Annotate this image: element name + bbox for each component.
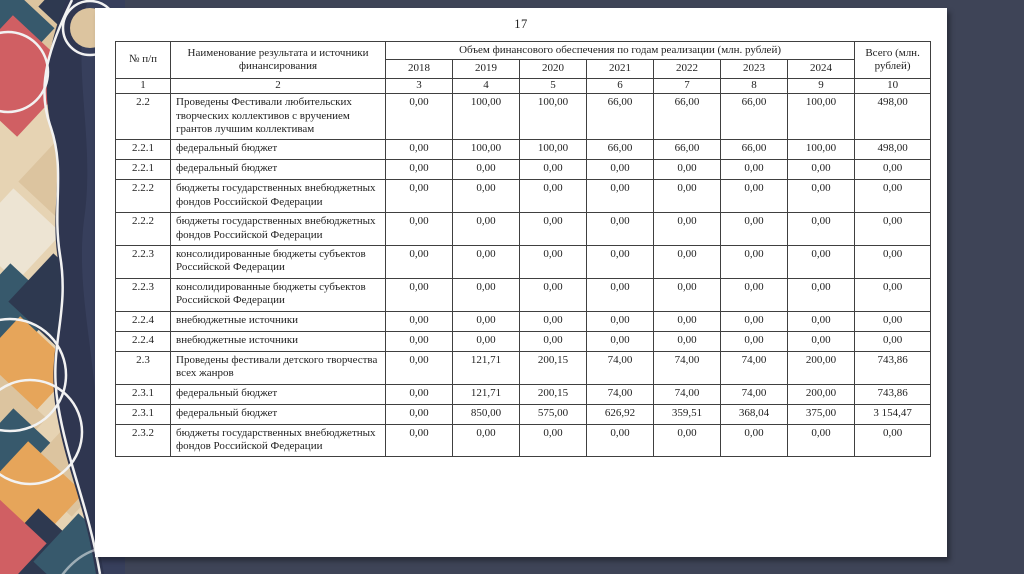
value-cell: 0,00	[721, 180, 788, 213]
row-index: 2.3.1	[116, 404, 171, 424]
total-cell: 3 154,47	[855, 404, 931, 424]
table-row	[116, 160, 931, 180]
value-cell: 100,00	[520, 140, 587, 160]
header-volume: Объем финансового обеспечения по годам реализации (млн. рублей)	[386, 42, 855, 60]
value-cell: 74,00	[654, 384, 721, 404]
value-cell: 66,00	[587, 140, 654, 160]
value-cell: 0,00	[654, 160, 721, 180]
value-cell: 0,00	[386, 278, 453, 311]
row-index: 2.2	[116, 94, 171, 140]
column-index: 5	[520, 78, 587, 93]
value-cell: 121,71	[453, 351, 520, 384]
value-cell: 0,00	[654, 213, 721, 246]
finance-table	[115, 41, 931, 457]
value-cell: 66,00	[721, 140, 788, 160]
value-cell: 0,00	[453, 180, 520, 213]
row-name: внебюджетные источники	[171, 331, 386, 351]
total-cell: 0,00	[855, 246, 931, 279]
value-cell: 74,00	[721, 384, 788, 404]
value-cell: 0,00	[721, 331, 788, 351]
row-index: 2.3.2	[116, 424, 171, 457]
total-cell: 498,00	[855, 94, 931, 140]
value-cell: 0,00	[587, 278, 654, 311]
table-body	[116, 94, 931, 457]
row-name: бюджеты государственных внебюджетных фондов Российской Федерации	[171, 213, 386, 246]
value-cell: 74,00	[587, 351, 654, 384]
row-name: федеральный бюджет	[171, 404, 386, 424]
value-cell: 66,00	[721, 94, 788, 140]
value-cell: 0,00	[453, 278, 520, 311]
value-cell: 100,00	[453, 140, 520, 160]
value-cell: 0,00	[386, 384, 453, 404]
total-cell: 743,86	[855, 384, 931, 404]
row-name: внебюджетные источники	[171, 311, 386, 331]
value-cell: 0,00	[721, 213, 788, 246]
row-index: 2.2.2	[116, 213, 171, 246]
column-index: 2	[171, 78, 386, 93]
value-cell: 0,00	[520, 180, 587, 213]
value-cell: 0,00	[654, 180, 721, 213]
value-cell: 0,00	[654, 424, 721, 457]
value-cell: 368,04	[721, 404, 788, 424]
value-cell: 0,00	[654, 331, 721, 351]
value-cell: 0,00	[386, 160, 453, 180]
document-page	[95, 8, 947, 557]
row-index: 2.2.4	[116, 311, 171, 331]
row-index: 2.2.3	[116, 246, 171, 279]
value-cell: 0,00	[386, 246, 453, 279]
value-cell: 0,00	[788, 180, 855, 213]
row-index: 2.3	[116, 351, 171, 384]
value-cell: 0,00	[453, 331, 520, 351]
total-cell: 0,00	[855, 213, 931, 246]
row-name: Проведены Фестивали любительских творческих коллективов с вручением грантов лучшим коллективам	[171, 94, 386, 140]
value-cell: 0,00	[788, 311, 855, 331]
value-cell: 0,00	[453, 160, 520, 180]
table-row	[116, 246, 931, 279]
value-cell: 0,00	[587, 213, 654, 246]
value-cell: 0,00	[587, 331, 654, 351]
value-cell: 66,00	[654, 94, 721, 140]
row-name: бюджеты государственных внебюджетных фондов Российской Федерации	[171, 424, 386, 457]
column-index: 1	[116, 78, 171, 93]
value-cell: 359,51	[654, 404, 721, 424]
value-cell: 0,00	[587, 160, 654, 180]
value-cell: 0,00	[721, 424, 788, 457]
year-header: 2019	[453, 60, 520, 78]
value-cell: 100,00	[788, 94, 855, 140]
value-cell: 0,00	[520, 311, 587, 331]
total-cell: 0,00	[855, 180, 931, 213]
row-name: федеральный бюджет	[171, 140, 386, 160]
value-cell: 100,00	[453, 94, 520, 140]
value-cell: 0,00	[587, 246, 654, 279]
value-cell: 850,00	[453, 404, 520, 424]
column-index: 4	[453, 78, 520, 93]
column-index: 6	[587, 78, 654, 93]
value-cell: 200,15	[520, 384, 587, 404]
header-result-name: Наименование результата и источники финансирования	[171, 42, 386, 79]
row-index: 2.2.1	[116, 160, 171, 180]
total-cell: 0,00	[855, 331, 931, 351]
value-cell: 0,00	[721, 278, 788, 311]
value-cell: 0,00	[654, 246, 721, 279]
value-cell: 0,00	[788, 213, 855, 246]
row-name: федеральный бюджет	[171, 160, 386, 180]
value-cell: 0,00	[788, 424, 855, 457]
value-cell: 0,00	[520, 213, 587, 246]
value-cell: 200,00	[788, 384, 855, 404]
table-row	[116, 311, 931, 331]
table-row	[116, 351, 931, 384]
value-cell: 100,00	[788, 140, 855, 160]
row-name: бюджеты государственных внебюджетных фондов Российской Федерации	[171, 180, 386, 213]
page-number: 17	[514, 17, 528, 31]
value-cell: 66,00	[587, 94, 654, 140]
value-cell: 0,00	[386, 404, 453, 424]
value-cell: 74,00	[587, 384, 654, 404]
header-row-number: № п/п	[116, 42, 171, 79]
value-cell: 0,00	[788, 160, 855, 180]
row-name: федеральный бюджет	[171, 384, 386, 404]
value-cell: 0,00	[386, 351, 453, 384]
row-index: 2.2.2	[116, 180, 171, 213]
total-cell: 743,86	[855, 351, 931, 384]
row-name: Проведены фестивали детского творчества всех жанров	[171, 351, 386, 384]
table-header	[116, 42, 931, 94]
row-name: консолидированные бюджеты субъектов Российской Федерации	[171, 246, 386, 279]
column-index: 9	[788, 78, 855, 93]
value-cell: 200,15	[520, 351, 587, 384]
value-cell: 626,92	[587, 404, 654, 424]
value-cell: 0,00	[520, 160, 587, 180]
total-cell: 0,00	[855, 160, 931, 180]
value-cell: 0,00	[386, 311, 453, 331]
row-index: 2.2.1	[116, 140, 171, 160]
row-index: 2.3.1	[116, 384, 171, 404]
value-cell: 0,00	[453, 311, 520, 331]
value-cell: 0,00	[721, 246, 788, 279]
value-cell: 0,00	[386, 180, 453, 213]
value-cell: 0,00	[587, 424, 654, 457]
value-cell: 0,00	[721, 160, 788, 180]
column-index: 8	[721, 78, 788, 93]
value-cell: 0,00	[788, 246, 855, 279]
value-cell: 0,00	[386, 140, 453, 160]
table-row	[116, 180, 931, 213]
total-cell: 498,00	[855, 140, 931, 160]
value-cell: 0,00	[453, 424, 520, 457]
total-cell: 0,00	[855, 311, 931, 331]
value-cell: 74,00	[654, 351, 721, 384]
table-row	[116, 424, 931, 457]
year-header: 2022	[654, 60, 721, 78]
value-cell: 0,00	[386, 331, 453, 351]
table-row	[116, 404, 931, 424]
value-cell: 0,00	[721, 311, 788, 331]
value-cell: 100,00	[520, 94, 587, 140]
value-cell: 74,00	[721, 351, 788, 384]
row-name: консолидированные бюджеты субъектов Российской Федерации	[171, 278, 386, 311]
table-row	[116, 331, 931, 351]
value-cell: 200,00	[788, 351, 855, 384]
year-header: 2020	[520, 60, 587, 78]
table-row	[116, 94, 931, 140]
value-cell: 0,00	[788, 331, 855, 351]
year-header: 2023	[721, 60, 788, 78]
value-cell: 0,00	[788, 278, 855, 311]
value-cell: 575,00	[520, 404, 587, 424]
year-header: 2021	[587, 60, 654, 78]
total-cell: 0,00	[855, 424, 931, 457]
row-index: 2.2.3	[116, 278, 171, 311]
value-cell: 121,71	[453, 384, 520, 404]
table-row	[116, 140, 931, 160]
year-header: 2024	[788, 60, 855, 78]
numbering-row	[116, 78, 931, 93]
header-total: Всего (млн. рублей)	[855, 42, 931, 79]
year-header: 2018	[386, 60, 453, 78]
value-cell: 0,00	[386, 213, 453, 246]
value-cell: 0,00	[520, 278, 587, 311]
value-cell: 0,00	[654, 311, 721, 331]
value-cell: 0,00	[654, 278, 721, 311]
value-cell: 0,00	[453, 246, 520, 279]
column-index: 3	[386, 78, 453, 93]
value-cell: 66,00	[654, 140, 721, 160]
table-row	[116, 384, 931, 404]
total-cell: 0,00	[855, 278, 931, 311]
table-row	[116, 213, 931, 246]
value-cell: 0,00	[453, 213, 520, 246]
column-index: 10	[855, 78, 931, 93]
row-index: 2.2.4	[116, 331, 171, 351]
table-row	[116, 278, 931, 311]
value-cell: 0,00	[520, 246, 587, 279]
column-index: 7	[654, 78, 721, 93]
value-cell: 375,00	[788, 404, 855, 424]
value-cell: 0,00	[520, 424, 587, 457]
value-cell: 0,00	[386, 94, 453, 140]
value-cell: 0,00	[386, 424, 453, 457]
value-cell: 0,00	[587, 180, 654, 213]
value-cell: 0,00	[587, 311, 654, 331]
value-cell: 0,00	[520, 331, 587, 351]
